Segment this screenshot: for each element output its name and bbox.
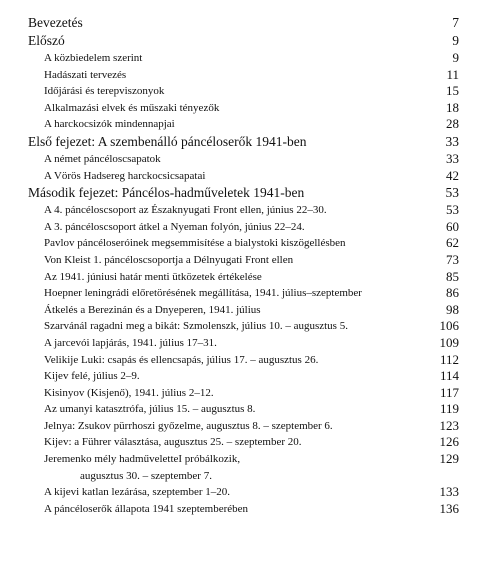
toc-page-number: 123 <box>439 417 459 433</box>
toc-entry-title: Szarvánál ragadni meg a bikát: Szmolenszk, július 10. – augusztus 5. <box>44 320 348 333</box>
toc-entry-title: Az 1941. júniusi határ menti ütközetek értékelése <box>44 270 262 283</box>
toc-subsection-entry <box>0 501 487 518</box>
toc-entry-title: Jelnya: Zsukov pürrhoszi győzelme, augusztus 8. – szeptember 6. <box>44 419 333 432</box>
toc-entry-title: Második fejezet: Páncélos-hadműveletek 1941-ben <box>28 185 305 201</box>
toc-page-number: 42 <box>446 167 459 183</box>
toc-entry-title: A 3. páncéloscsoport átkel a Nyeman folyón, június 22–24. <box>44 220 305 233</box>
toc-subsection-entry <box>0 418 487 435</box>
toc-entry-title: Alkalmazási elvek és műszaki tényezők <box>44 101 220 114</box>
toc-entry-title: Kisinyov (Kisjenő), 1941. július 2–12. <box>44 386 214 399</box>
toc-subsection-entry <box>0 451 487 468</box>
toc-page-number: 18 <box>446 99 459 115</box>
toc-page-number: 7 <box>452 15 459 30</box>
toc-entry-title: Első fejezet: A szembenálló páncéloserők 1941-ben <box>28 133 307 149</box>
toc-subsection-entry <box>0 335 487 352</box>
toc-entry-title: Hadászati tervezés <box>44 68 127 81</box>
toc-subsection-entry <box>0 83 487 100</box>
toc-page-number: 112 <box>439 351 459 367</box>
toc-subsection-entry <box>0 168 487 185</box>
toc-subsection-entry <box>0 202 487 219</box>
toc-entry-title: Előszó <box>28 33 65 48</box>
toc-subsection-entry <box>0 100 487 117</box>
toc-entry-title: Von Kleist 1. páncéloscsoportja a Délnyugati Front ellen <box>44 253 294 266</box>
toc-entry-title: A német páncéloscsapatok <box>44 152 161 165</box>
toc-section-entry <box>0 14 487 32</box>
toc-page-number: 114 <box>439 368 459 384</box>
toc-page-number: 60 <box>446 218 459 234</box>
toc-subsection-entry <box>0 401 487 418</box>
toc-subsection-entry <box>0 385 487 402</box>
toc-entry-title: A jarcevói lapjárás, 1941. július 17–31. <box>44 336 217 349</box>
toc-subsection-entry <box>0 50 487 67</box>
toc-page-number: 9 <box>452 33 459 48</box>
toc-page-number: 136 <box>439 500 459 516</box>
toc-entry-title: Jeremenko mély hadműveletteI próbálkozik, <box>44 453 241 466</box>
toc-subsection-entry <box>0 484 487 501</box>
toc-entry-title: Kijev: a Führer választása, augusztus 25. – szeptember 20. <box>44 436 302 449</box>
toc-subsection-entry <box>0 368 487 385</box>
toc-subsection-entry <box>0 151 487 168</box>
toc-page-number: 15 <box>446 83 459 99</box>
toc-page-number: 126 <box>439 434 459 450</box>
toc-page-number: 119 <box>439 401 459 417</box>
toc-subsection-entry <box>0 468 487 485</box>
toc-subsection-entry <box>0 434 487 451</box>
toc-entry-title: Bevezetés <box>28 15 83 30</box>
toc-entry-title: Velikije Luki: csapás és ellencsapás, július 17. – augusztus 26. <box>44 353 319 366</box>
toc-page-number: 129 <box>439 451 459 467</box>
toc-entry-title: A harckocsizók mindennapjai <box>44 118 175 131</box>
toc-subsection-entry <box>0 252 487 269</box>
toc-page-number: 117 <box>439 384 459 400</box>
toc-page-number: 53 <box>445 185 459 201</box>
toc-subsection-entry <box>0 302 487 319</box>
toc-page-number: 98 <box>446 301 459 317</box>
toc-subsection-entry <box>0 352 487 369</box>
toc-entry-title: A páncéloserők állapota 1941 szeptemberében <box>44 502 249 515</box>
toc-section-entry <box>0 184 487 202</box>
toc-page-number: 33 <box>445 133 459 149</box>
toc-page-number: 28 <box>446 116 459 132</box>
toc-entry-title: Hoepner leningrádi előretörésének megállítása, 1941. július–szeptember <box>44 287 362 300</box>
toc-page-number: 86 <box>446 285 459 301</box>
toc-entry-title: Pavlov páncéloseróinek megsemmisítése a bialystoki kiszögellésben <box>44 237 346 250</box>
toc-page-number: 11 <box>446 66 459 82</box>
toc-page-number: 106 <box>439 318 459 334</box>
toc-page-number: 109 <box>439 334 459 350</box>
toc-entry-title: augusztus 30. – szeptember 7. <box>80 469 212 482</box>
toc-page-number: 73 <box>446 251 459 267</box>
toc-section-entry <box>0 32 487 50</box>
toc-entry-title: Időjárási és terepviszonyok <box>44 85 165 98</box>
toc-page-number: 33 <box>446 150 459 166</box>
toc-subsection-entry <box>0 219 487 236</box>
toc-page-number: 62 <box>446 235 459 251</box>
toc-section-entry <box>0 133 487 151</box>
toc-page-number: 133 <box>439 484 459 500</box>
toc-subsection-entry <box>0 318 487 335</box>
toc-page-number: 9 <box>452 50 459 65</box>
toc-page-number: 85 <box>446 268 459 284</box>
toc-page-number: 53 <box>446 202 459 218</box>
toc-entry-title: Kijev felé, július 2–9. <box>44 370 140 383</box>
toc-subsection-entry <box>0 67 487 84</box>
toc-subsection-entry <box>0 269 487 286</box>
toc-entry-title: A 4. páncéloscsoport az Északnyugati Front ellen, június 22–30. <box>44 204 327 217</box>
toc-subsection-entry <box>0 285 487 302</box>
toc-entry-title: A kijevi katlan lezárása, szeptember 1–20. <box>44 486 231 499</box>
toc-entry-title: Az umanyi katasztrófa, július 15. – augusztus 8. <box>44 403 256 416</box>
toc-entry-title: A közbiedelem szerint <box>44 52 143 64</box>
toc-subsection-entry <box>0 116 487 133</box>
toc-subsection-entry <box>0 235 487 252</box>
toc-entry-title: Átkelés a Berezinán és a Dnyeperen, 1941. július <box>44 303 261 316</box>
toc-entry-title: A Vörös Hadsereg harckocsicsapatai <box>44 169 206 182</box>
